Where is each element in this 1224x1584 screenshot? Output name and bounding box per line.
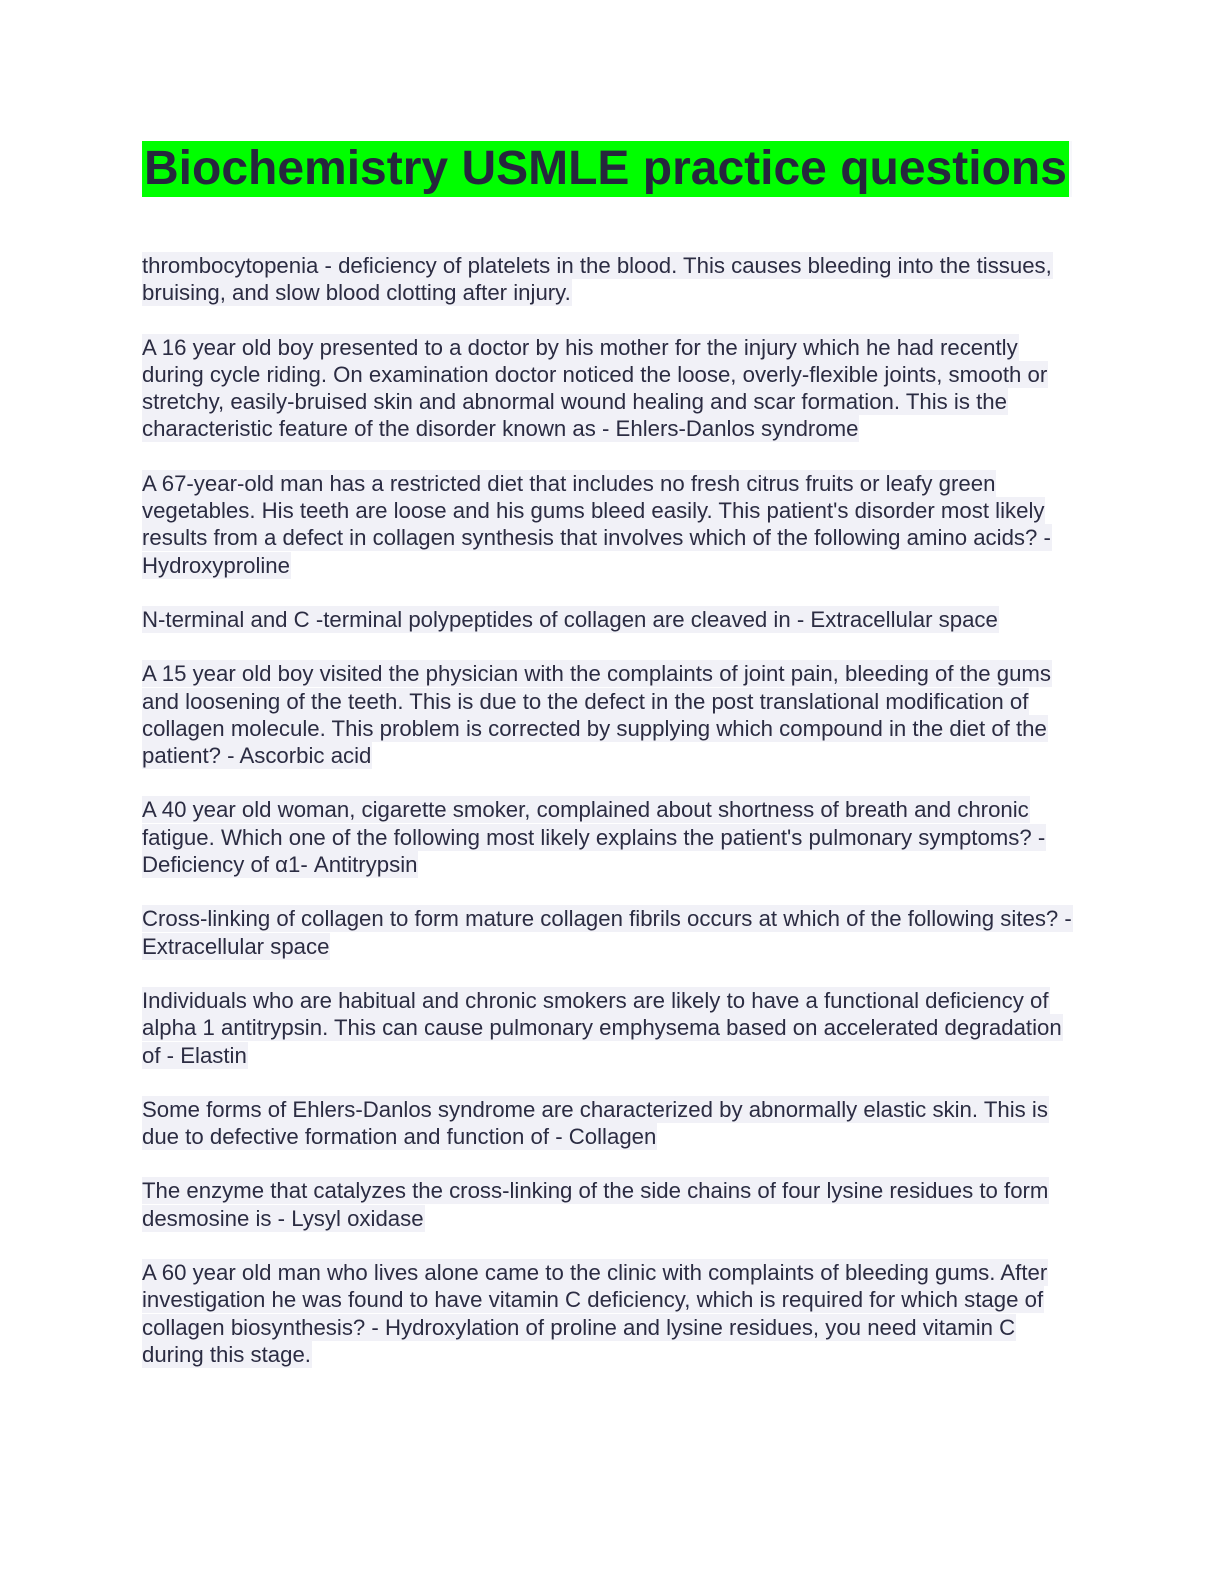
qa-text: The enzyme that catalyzes the cross-linking of the side chains of four lysine residues to form desmosine is - Lysyl oxidase (142, 1178, 1049, 1231)
list-item (142, 1096, 1082, 1151)
list-item (142, 606, 1082, 633)
list-item (142, 796, 1082, 878)
list-item (142, 987, 1082, 1069)
qa-text: A 60 year old man who lives alone came to the clinic with complaints of bleeding gums. After investigation he was found to have vitamin C deficiency, which is required for which stage of collagen biosynthesis? - Hydroxylation of proline and lysine residues, you need vitamin C during this stage. (142, 1260, 1048, 1367)
list-item (142, 905, 1082, 960)
qa-text: N-terminal and C -terminal polypeptides of collagen are cleaved in - Extracellular space (142, 606, 998, 632)
qa-text: thrombocytopenia - deficiency of platelets in the blood. This causes bleeding into the tissues, bruising, and slow blood clotting after injury. (142, 253, 1052, 306)
qa-text: Some forms of Ehlers-Danlos syndrome are characterized by abnormally elastic skin. This is due to defective formation and function of - Collagen (142, 1096, 1048, 1150)
page-title: Biochemistry USMLE practice questions (144, 142, 1067, 195)
qa-text: A 16 year old boy presented to a doctor by his mother for the injury which he had recently during cycle riding. On examination doctor noticed the loose, overly-flexible joints, smooth or stretchy, easily-bruised skin and abnormal wound healing and scar formation. This is the characteristic feature of the disorder known as - Ehlers-Danlos syndrome (142, 334, 1048, 442)
qa-text: A 15 year old boy visited the physician with the complaints of joint pain, bleeding of the gums and loosening of the teeth. This is due to the defect in the post translational modification of collagen molecule. This problem is corrected by supplying which compound in the diet of the patient? - Ascorbic acid (142, 661, 1051, 769)
qa-text: Individuals who are habitual and chronic smokers are likely to have a functional deficiency of alpha 1 antitrypsin. This can cause pulmonary emphysema based on accelerated degradation of - Elastin (142, 987, 1062, 1068)
qa-text: A 67-year-old man has a restricted diet that includes no fresh citrus fruits or leafy green vegetables. His teeth are loose and his gums bleed easily. This patient's disorder most likely results from a defect in collagen synthesis that involves which of the following amino acids? - Hydroxyproline (142, 470, 1051, 578)
list-item (142, 660, 1082, 769)
qa-text: Cross-linking of collagen to form mature collagen fibrils occurs at which of the following sites? - Extracellular space (142, 906, 1072, 959)
list-item (142, 470, 1082, 579)
list-item (142, 1177, 1082, 1232)
qa-list (142, 252, 1082, 1395)
list-item (142, 1259, 1082, 1368)
qa-text: A 40 year old woman, cigarette smoker, complained about shortness of breath and chronic fatigue. Which one of the following most likely explains the patient's pulmonary symptoms? - Deficiency of α1- Antitrypsin (142, 797, 1046, 878)
list-item (142, 252, 1082, 307)
list-item (142, 334, 1082, 443)
